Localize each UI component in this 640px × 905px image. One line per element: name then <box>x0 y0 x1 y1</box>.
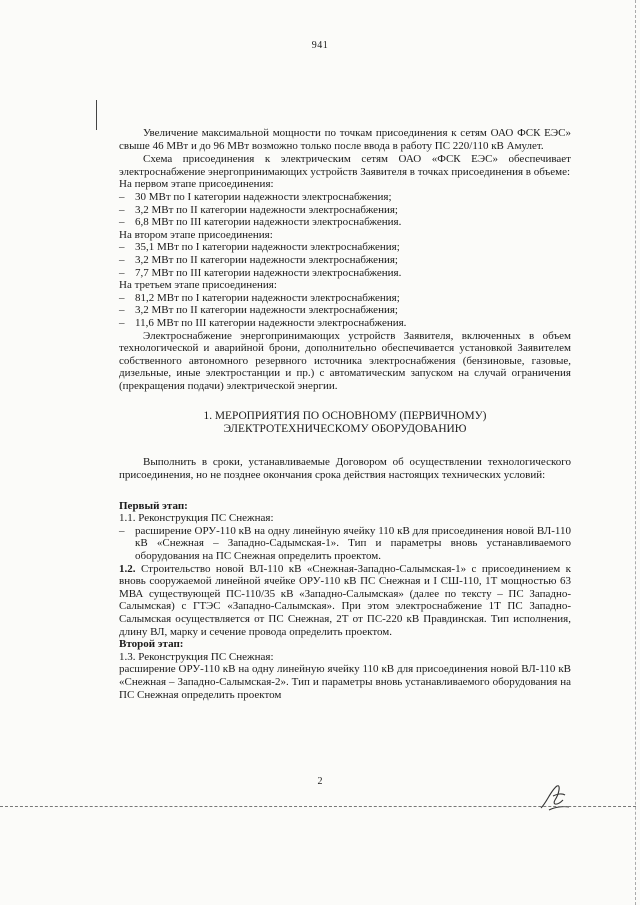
intro-paragraph-1: Увеличение максимальной мощности по точкам присоединения к сетям ОАО ФСК ЕЭС» свыше 46 МВт и до 96 МВт возможно только после ввода в работу ПС 220/110 кВ Амулет. <box>119 127 571 152</box>
list-item: – 81,2 МВт по I категории надежности электроснабжения; <box>119 291 400 304</box>
list-item: – 3,2 МВт по II категории надежности электроснабжения; <box>119 304 398 317</box>
backup-power-paragraph: Электроснабжение энергопринимающих устройств Заявителя, включенных в объем технологической и аварийной брони, дополнительно обеспечивается установкой Заявителем собственного автономного резервного источника электроснабжения (бензиновые, газовые, дизельные, иные электростанции и пр.) с автоматическим запуском на случай ограничения (прекращения подачи) электрической энергии. <box>119 329 571 392</box>
margin-mark <box>96 100 97 130</box>
item-1-1-title: 1.1. Реконструкция ПС Снежная: <box>119 512 274 525</box>
stage-title: На втором этапе присоединения: <box>119 228 273 241</box>
list-item: – 35,1 МВт по I категории надежности электроснабжения; <box>119 241 400 254</box>
dash-marker: – <box>119 316 125 329</box>
item-1-2-text: Строительство новой ВЛ-110 кВ «Снежная-Западно-Салымская-1» с присоединением к вновь сооружаемой линейной ячейке ОРУ-110 кВ ПС Снежная и I СШ-110, 1Т мощностью 63 МВА существующей ПС-110/35 кВ «Западно-Салымская» (далее по тексту – ПС Западно-Салымская) с ГТЭС «Западно-Салымская». При этом электроснабжение 1Т ПС Западно-Салымская осуществляется от ПС Снежная, 2Т от ПС-220 кВ Правдинская. Тип исполнения, длину ВЛ, марку и сечение провода определить проектом. <box>119 562 571 638</box>
signature-mark <box>535 780 575 816</box>
stage-block-2 <box>119 229 571 279</box>
list-item: – 11,6 МВт по III категории надежности электроснабжения. <box>119 316 407 329</box>
stage-block-1 <box>119 178 571 228</box>
list-item: – 7,7 МВт по III категории надежности электроснабжения. <box>119 266 402 279</box>
list-item: – 6,8 МВт по III категории надежности электроснабжения. <box>119 216 402 229</box>
dash-marker: – <box>119 241 125 254</box>
dash-marker: – <box>119 190 125 203</box>
dash-marker: – <box>119 304 125 317</box>
dash-marker: – <box>119 253 125 266</box>
item-1-2 <box>119 563 571 639</box>
dash-marker: – <box>119 524 125 537</box>
item-1-2-number: 1.2. <box>119 562 136 575</box>
second-stage-block <box>119 638 571 701</box>
list-item: – 30 МВт по I категории надежности электроснабжения; <box>119 190 392 203</box>
list-item: – 3,2 МВт по II категории надежности электроснабжения; <box>119 253 398 266</box>
dash-marker: – <box>119 216 125 229</box>
stage-title: На первом этапе присоединения: <box>119 178 274 191</box>
intro-paragraph-2: Схема присоединения к электрическим сетям ОАО «ФСК ЕЭС» обеспечивает электроснабжение энергопринимающих устройств Заявителя в точках присоединения в объеме: <box>119 153 571 178</box>
item-1-3-text: расширение ОРУ-110 кВ на одну линейную ячейку 110 кВ для присоединения новой ВЛ-110 кВ «Снежная – Западно-Салымская-2». Тип и параметры вновь устанавливаемого оборудования на ПС Снежная определить проектом <box>119 663 571 701</box>
section-heading <box>119 410 571 436</box>
second-stage-title: Второй этап: <box>119 638 184 651</box>
dash-marker: – <box>119 291 125 304</box>
list-item: – 3,2 МВт по II категории надежности электроснабжения; <box>119 203 398 216</box>
archive-page-number: 941 <box>311 40 329 51</box>
section-heading-line-1: 1. МЕРОПРИЯТИЯ ПО ОСНОВНОМУ (ПЕРВИЧНОМУ) <box>203 410 487 423</box>
scan-edge-line <box>0 806 636 808</box>
first-stage-block <box>119 500 571 639</box>
page-edge <box>634 0 636 905</box>
item-1-1-text: – расширение ОРУ-110 кВ на одну линейную ячейку 110 кВ для присоединения новой ВЛ-110 кВ «Снежная – Западно-Садымская-1». Тип и параметры вновь устанавливаемого оборудования на ПС Снежная определить проектом. <box>119 524 571 563</box>
dash-marker: – <box>119 203 125 216</box>
dash-marker: – <box>119 266 125 279</box>
page-number: 2 <box>317 776 323 787</box>
section-heading-line-2: ЭЛЕКТРОТЕХНИЧЕСКОМУ ОБОРУДОВАНИЮ <box>223 423 467 436</box>
item-1-3-title: 1.3. Реконструкция ПС Снежная: <box>119 650 274 663</box>
stage-title: На третьем этапе присоединения: <box>119 279 277 292</box>
first-stage-title: Первый этап: <box>119 499 188 512</box>
stage-block-3 <box>119 279 571 329</box>
execute-paragraph: Выполнить в сроки, устанавливаемые Договором об осуществлении технологического присоединения, но не позднее окончания срока действия настоящих технических условий: <box>119 456 571 482</box>
document-body <box>119 127 571 701</box>
